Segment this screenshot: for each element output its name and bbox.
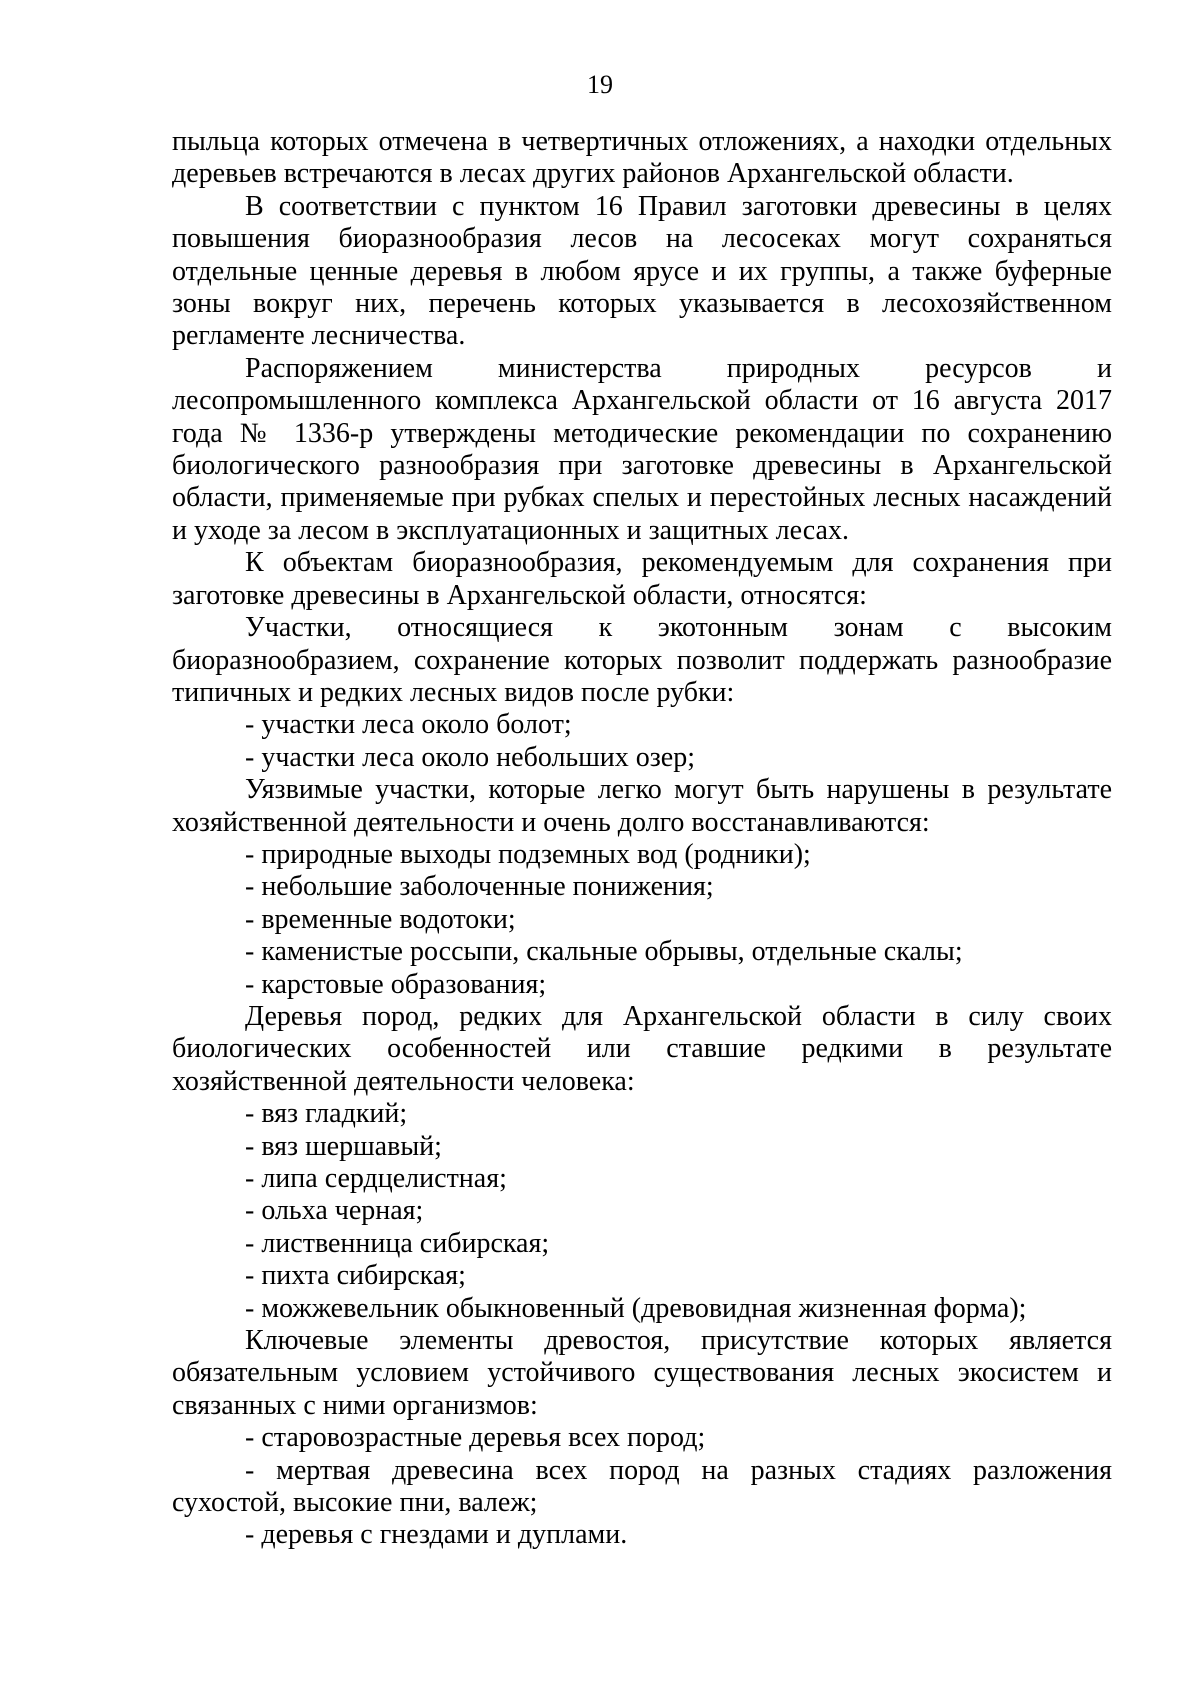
paragraph-biodiversity-objects: К объектам биоразнообразия, рекомендуемым для сохранения при заготовке древесины в Архангельской области, относятся: bbox=[172, 547, 1112, 611]
paragraph-ministry-order: Распоряжением министерства природных ресурсов и лесопромышленного комплекса Архангельской области от 16 августа 2017 года № 1336-р утверждены методические рекомендации по сохранению биологического разнообразия при заготовке древесины в Архангельской области, применяемые при рубках спелых и перестойных лесных насаждений и уходе за лесом в эксплуатационных и защитных лесах. bbox=[172, 352, 1112, 546]
list-item: - вяз гладкий; bbox=[245, 1098, 408, 1130]
paragraph-logging-rules: В соответствии с пунктом 16 Правил заготовки древесины в целях повышения биоразнообразия лесов на лесосеках могут сохраняться отдельные ценные деревья в любом ярусе и их группы, а также буферные зоны вокруг них, перечень которых указывается в лесохозяйственном регламенте лесничества. bbox=[172, 190, 1112, 352]
list-item: - карстовые образования; bbox=[245, 968, 547, 1000]
paragraph-continuation: пыльца которых отмечена в четвертичных отложениях, а находки отдельных деревьев встречаются в лесах других районов Архангельской области. bbox=[172, 126, 1112, 190]
list-item: - ольха черная; bbox=[245, 1195, 424, 1227]
list-item: - каменистые россыпи, скальные обрывы, отдельные скалы; bbox=[245, 936, 963, 968]
list-item: - пихта сибирская; bbox=[245, 1260, 466, 1292]
list-item: - старовозрастные деревья всех пород; bbox=[245, 1422, 706, 1454]
list-item: - временные водотоки; bbox=[245, 903, 516, 935]
list-item: - можжевельник обыкновенный (древовидная жизненная форма); bbox=[245, 1292, 1027, 1324]
paragraph-ecotone-areas: Участки, относящиеся к экотонным зонам с высоким биоразнообразием, сохранение которых позволит поддержать разнообразие типичных и редких лесных видов после рубки: bbox=[172, 612, 1112, 708]
paragraph-rare-trees: Деревья пород, редких для Архангельской области в силу своих биологических особенностей или ставшие редкими в результате хозяйственной деятельности человека: bbox=[172, 1000, 1112, 1097]
paragraph-vulnerable-areas: Уязвимые участки, которые легко могут быть нарушены в результате хозяйственной деятельности и очень долго восстанавливаются: bbox=[172, 774, 1112, 838]
list-item: - лиственница сибирская; bbox=[245, 1227, 550, 1259]
page-number: 19 bbox=[587, 70, 613, 99]
list-item: - мертвая древесина всех пород на разных стадиях разложения сухостой, высокие пни, валеж; bbox=[172, 1454, 1112, 1519]
list-item: - деревья с гнездами и дуплами. bbox=[245, 1519, 628, 1551]
list-item: - природные выходы подземных вод (родники); bbox=[245, 838, 811, 870]
list-item: - вяз шершавый; bbox=[245, 1130, 442, 1162]
list-item: - липа сердцелистная; bbox=[245, 1163, 507, 1194]
list-item: - участки леса около небольших озер; bbox=[245, 741, 696, 773]
list-item: - небольшие заболоченные понижения; bbox=[245, 871, 714, 903]
paragraph-key-elements: Ключевые элементы древостоя, присутствие которых является обязательным условием устойчивого существования лесных экосистем и связанных с ними организмов: bbox=[172, 1325, 1112, 1421]
list-item: - участки леса около болот; bbox=[245, 709, 572, 741]
document-body bbox=[172, 126, 1112, 1552]
